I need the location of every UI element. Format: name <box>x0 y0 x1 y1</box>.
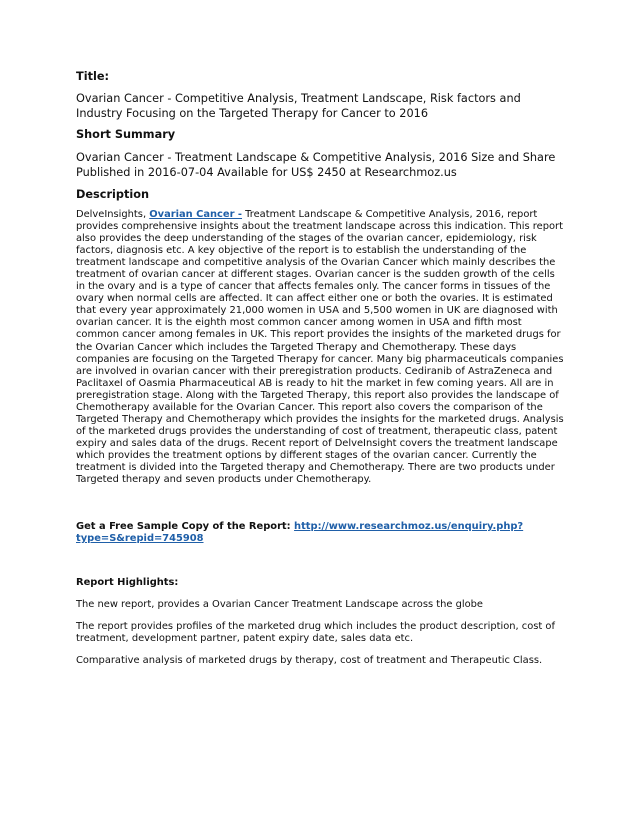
description-prefix: DelveInsights, <box>76 209 150 220</box>
sample-copy-label: Get a Free Sample Copy of the Report: <box>76 521 295 533</box>
short-summary-label: Short Summary <box>76 128 176 141</box>
description-label: Description <box>76 188 150 201</box>
report-highlights-label: Report Highlights: <box>76 577 179 589</box>
highlight-item: The report provides profiles of the marketed drug which includes the product description, cost of treatment, development partner, patent expiry date, sales data etc. <box>76 621 555 645</box>
sample-copy-line <box>76 521 566 545</box>
description-body: Treatment Landscape & Competitive Analysis, 2016, report provides comprehensive insights about the treatment landscape across this indication. This report also provides the deep understanding of the stages of the ovarian cancer, epidemiology, risk factors, diagnosis etc. A key objective of the report is to establish the understanding of the treatment landscape and competitive analysis of the Ovarian Cancer which mainly describes the treatment of ovarian cancer at different stages. Ovarian cancer is the sudden growth of the cells in the ovary and is a type of cancer that affects females only. The cancer forms in tissues of the ovary when normal cells are affected. It can affect either one or both the ovaries. It is estimated that every year approximately 21,000 women in USA and 5,500 women in UK are diagnosed with ovarian cancer. It is the eighth most common cancer among women in USA and fifth most common cancer among females in UK. This report provides the insights of the marketed drugs for the Ovarian Cancer which includes the Targeted Therapy and Chemotherapy. These days companies are focusing on the Targeted Therapy for cancer. Many big pharmaceuticals companies are involved in ovarian cancer with their preregistration products. Cediranib of AstraZeneca and Paclitaxel of Oasmia Pharmaceutical AB is ready to hit the market in few coming years. All are in preregistration stage. Along with the Targeted Therapy, this report also provides the landscape of Chemotherapy available for the Ovarian Cancer. This report also covers the comparison of the Targeted Therapy and Chemotherapy which provides the insights for the marketed drugs. Analysis of the marketed drugs provides the understanding of cost of treatment, therapeutic class, patent expiry and sales data of the drugs. Recent report of DelveInsight covers the treatment landscape which provides the treatment options by different stages of the ovarian cancer. Currently the treatment is divided into the Targeted therapy and Chemotherapy. There are two products under Targeted therapy and seven products under Chemotherapy. <box>76 209 564 486</box>
ovarian-cancer-link[interactable]: Ovarian Cancer - <box>149 209 243 220</box>
description-paragraph <box>76 209 566 486</box>
title-text: Ovarian Cancer - Competitive Analysis, Treatment Landscape, Risk factors and Industry Focusing on the Targeted Therapy for Cancer to 2016 <box>76 92 521 120</box>
title-label: Title: <box>76 70 110 83</box>
short-summary-text: Ovarian Cancer - Treatment Landscape & Competitive Analysis, 2016 Size and Share Published in 2016-07-04 Available for US$ 2450 at Researchmoz.us <box>76 151 556 179</box>
highlight-item: Comparative analysis of marketed drugs by therapy, cost of treatment and Therapeutic Class. <box>76 655 543 667</box>
sample-copy-link[interactable]: http://www.researchmoz.us/enquiry.php?type=S&repid=745908 <box>76 521 524 545</box>
document-content <box>76 70 566 667</box>
highlight-item: The new report, provides a Ovarian Cancer Treatment Landscape across the globe <box>76 599 483 611</box>
